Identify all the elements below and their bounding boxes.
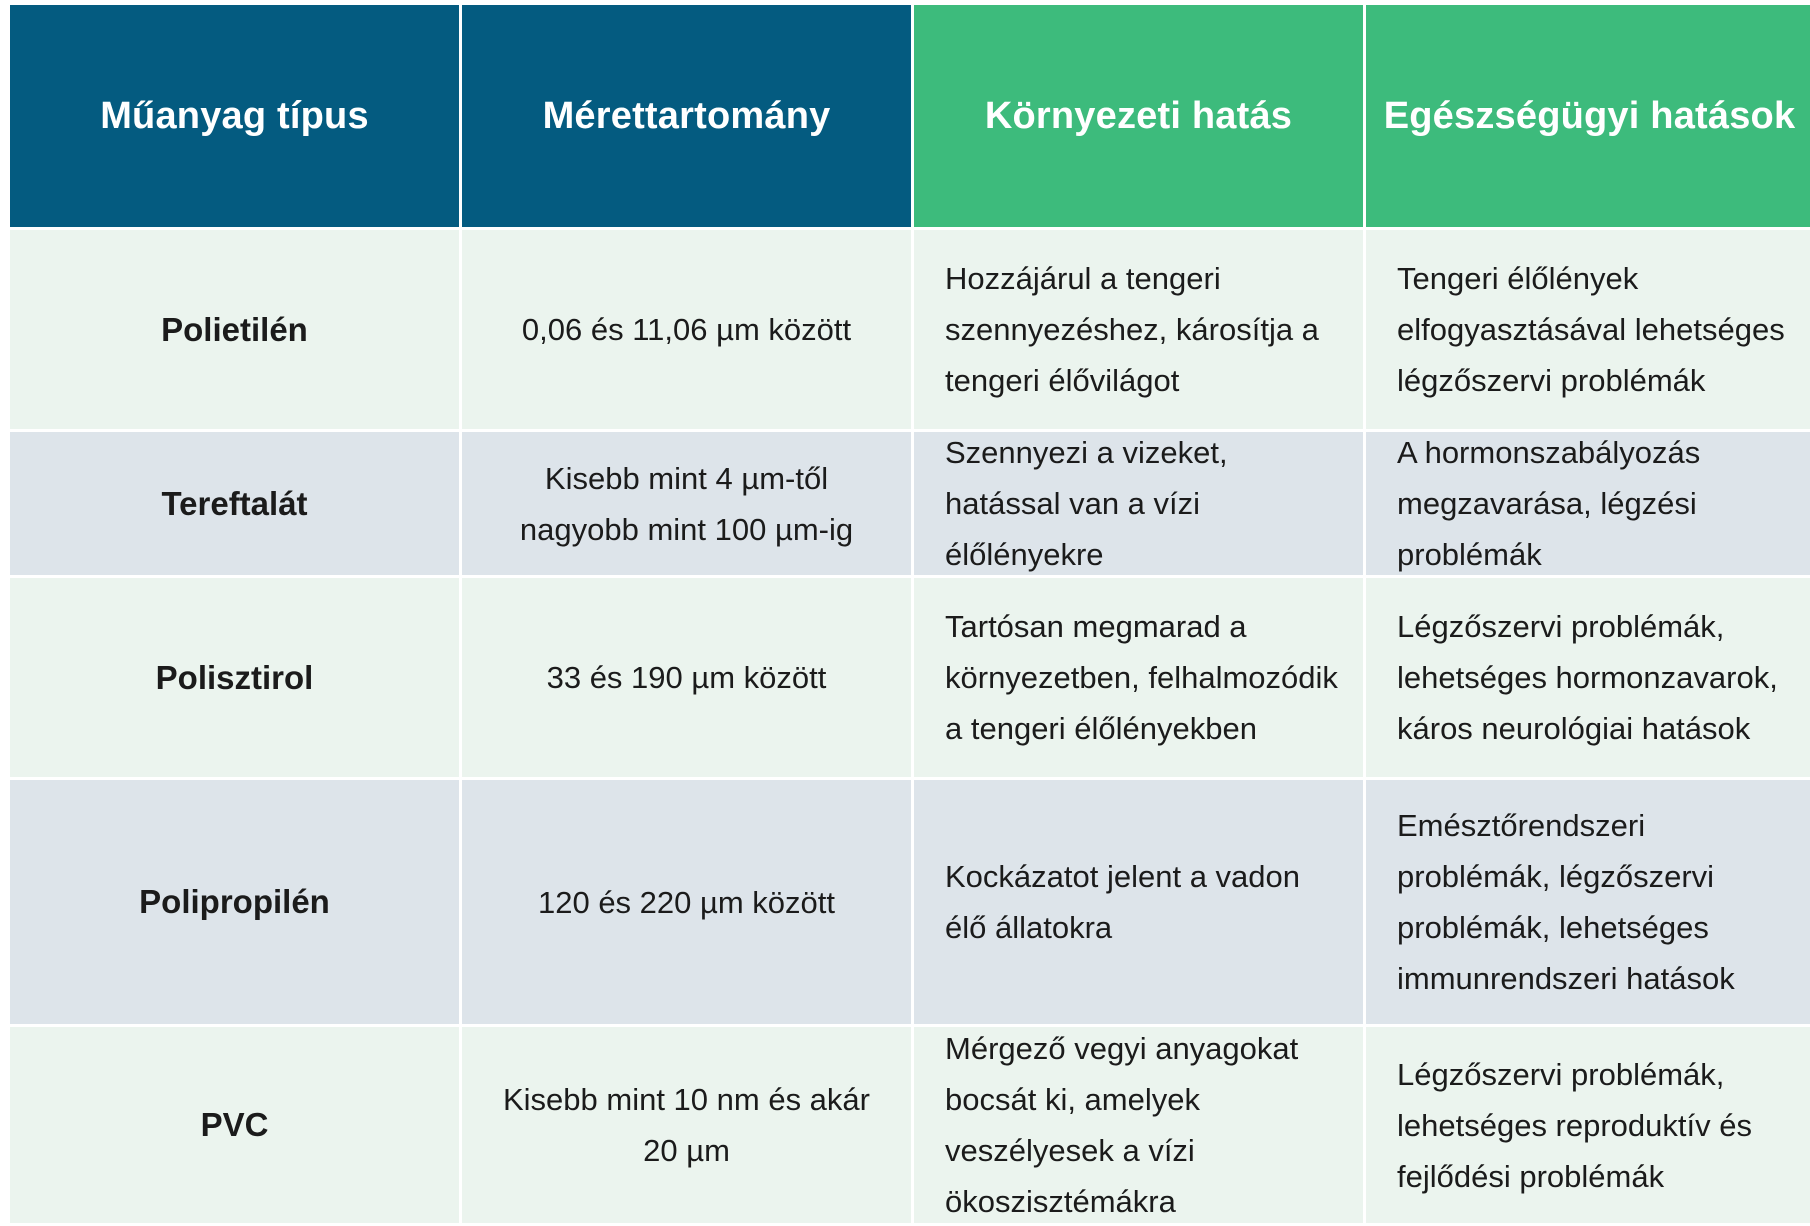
header-size-range: Mérettartomány: [462, 5, 911, 227]
cell-size: Kisebb mint 10 nm és akár 20 µm: [462, 1027, 911, 1223]
cell-environmental: Mérgező vegyi anyagokat bocsát ki, amelyek veszélyesek a vízi ökoszisztémákra: [914, 1027, 1363, 1223]
cell-size: 120 és 220 µm között: [462, 780, 911, 1024]
cell-health: Légzőszervi problémák, lehetséges reproduktív és fejlődési problémák: [1366, 1027, 1810, 1223]
microplastics-table: [10, 5, 1810, 1221]
cell-environmental: Kockázatot jelent a vadon élő állatokra: [914, 780, 1363, 1024]
cell-type: Polipropilén: [10, 780, 459, 1024]
cell-size: 0,06 és 11,06 µm között: [462, 230, 911, 429]
cell-environmental: Szennyezi a vizeket, hatással van a vízi élőlényekre: [914, 432, 1363, 575]
header-type: Műanyag típus: [10, 5, 459, 227]
cell-size: 33 és 190 µm között: [462, 578, 911, 777]
cell-type: Polisztirol: [10, 578, 459, 777]
cell-environmental: Hozzájárul a tengeri szennyezéshez, károsítja a tengeri élővilágot: [914, 230, 1363, 429]
header-health: Egészségügyi hatások: [1366, 5, 1810, 227]
cell-environmental: Tartósan megmarad a környezetben, felhalmozódik a tengeri élőlényekben: [914, 578, 1363, 777]
cell-type: PVC: [10, 1027, 459, 1223]
cell-health: Légzőszervi problémák, lehetséges hormonzavarok, káros neurológiai hatások: [1366, 578, 1810, 777]
cell-health: Emésztőrendszeri problémák, légzőszervi problémák, lehetséges immunrendszeri hatások: [1366, 780, 1810, 1024]
cell-type: Tereftalát: [10, 432, 459, 575]
cell-size: Kisebb mint 4 µm-től nagyobb mint 100 µm-ig: [462, 432, 911, 575]
header-environmental: Környezeti hatás: [914, 5, 1363, 227]
cell-type: Polietilén: [10, 230, 459, 429]
cell-health: A hormonszabályozás megzavarása, légzési problémák: [1366, 432, 1810, 575]
cell-health: Tengeri élőlények elfogyasztásával lehetséges légzőszervi problémák: [1366, 230, 1810, 429]
